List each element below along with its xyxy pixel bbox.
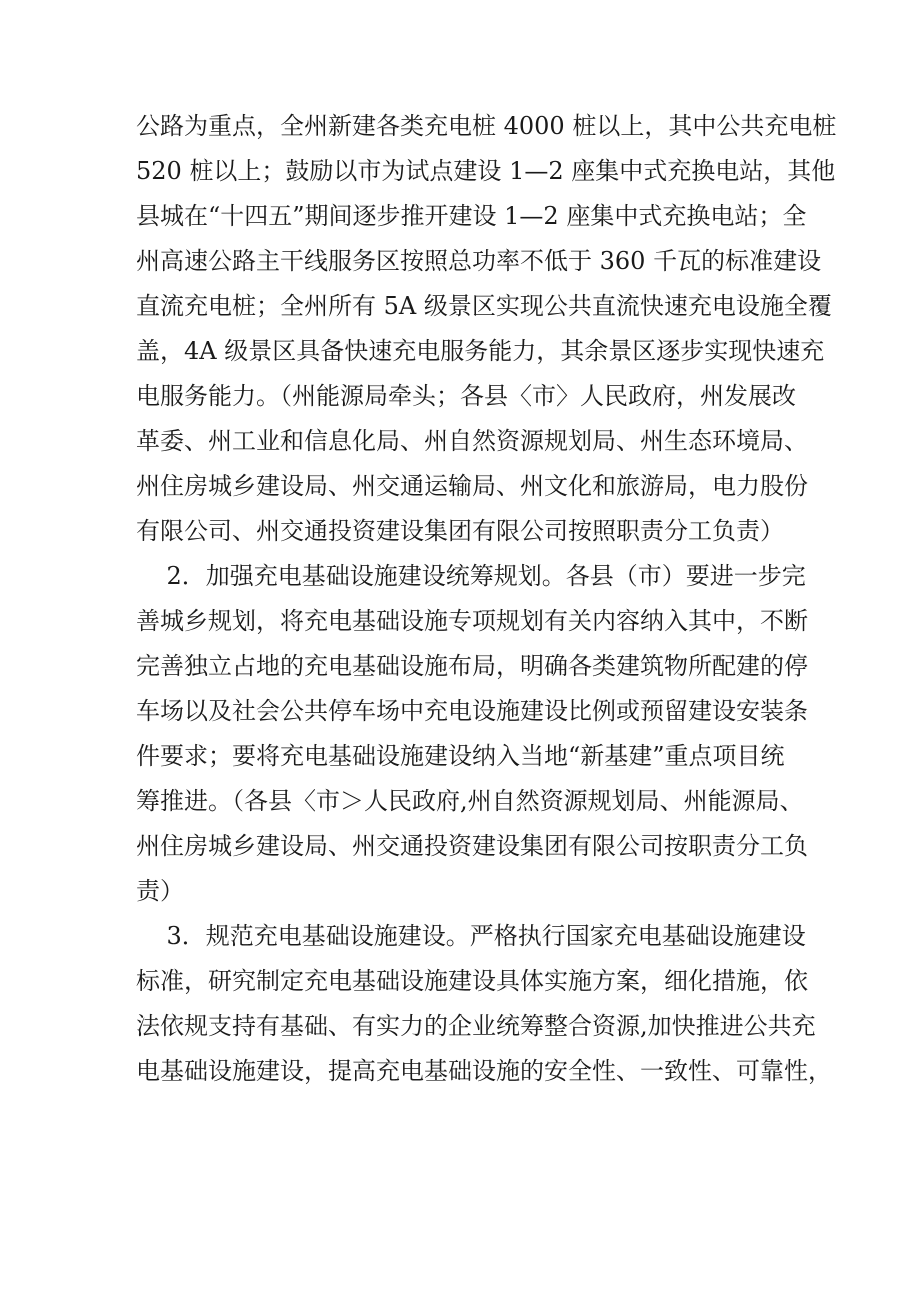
text-line: 州住房城乡建设局、州交通投资建设集团有限公司按职责分工负 (136, 832, 808, 860)
text-line: 电服务能力。（州能源局牵头；各县〈市〉人民政府，州发展改 (136, 382, 796, 410)
text-line: 件要求；要将充电基础设施建设纳入当地“新基建”重点项目统 (136, 742, 785, 770)
text-line: 善城乡规划，将充电基础设施专项规划有关内容纳入其中，不断 (136, 607, 808, 635)
text-line: 责） (136, 877, 184, 905)
text-line: 革委、州工业和信息化局、州自然资源规划局、州生态环境局、 (136, 427, 808, 455)
text-line: 县城在“十四五”期间逐步推开建设 1—2 座集中式充换电站；全 (136, 202, 807, 230)
text-line: 车场以及社会公共停车场中充电设施建设比例或预留建设安装条 (136, 697, 808, 725)
text-line: 直流充电桩；全州所有 5A 级景区实现公共直流快速充电设施全覆 (136, 292, 832, 320)
text-line: 法依规支持有基础、有实力的企业统筹整合资源,加快推进公共充 (136, 1012, 816, 1040)
text-line: 公路为重点，全州新建各类充电桩 4000 桩以上，其中公共充电桩 (136, 112, 837, 140)
text-line: 完善独立占地的充电基础设施布局，明确各类建筑物所配建的停 (136, 652, 808, 680)
text-line: 电基础设施建设，提高充电基础设施的安全性、一致性、可靠性， (136, 1057, 832, 1085)
text-line: 标准，研究制定充电基础设施建设具体实施方案，细化措施，依 (136, 967, 808, 995)
text-line: 520 桩以上；鼓励以市为试点建设 1—2 座集中式充换电站，其他 (136, 157, 836, 185)
text-line: 盖，4A 级景区具备快速充电服务能力，其余景区逐步实现快速充 (136, 337, 825, 365)
paragraph-3-start: 3．规范充电基础设施建设。严格执行国家充电基础设施建设 (136, 922, 806, 950)
text-line: 筹推进。（各县〈市＞人民政府,州自然资源规划局、州能源局、 (136, 787, 804, 815)
text-line: 有限公司、州交通投资建设集团有限公司按照职责分工负责） (136, 517, 784, 545)
text-line: 州住房城乡建设局、州交通运输局、州文化和旅游局，电力股份 (136, 472, 808, 500)
paragraph-2-start: 2．加强充电基础设施建设统筹规划。各县（市）要进一步完 (136, 562, 806, 590)
text-line: 州高速公路主干线服务区按照总功率不低于 360 千瓦的标准建设 (136, 247, 822, 275)
